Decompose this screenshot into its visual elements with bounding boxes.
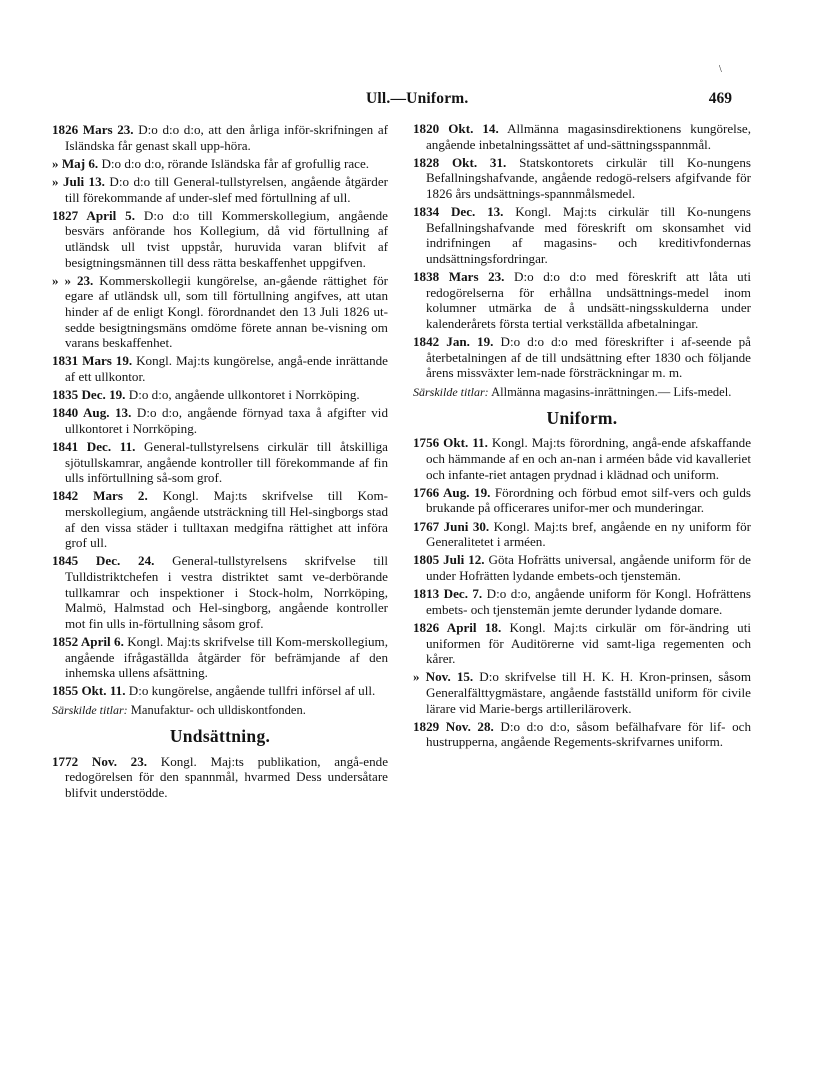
list-item (52, 488, 388, 550)
list-item (52, 208, 388, 270)
list-item (52, 634, 388, 681)
entry-text: D:o d:o d:o, rörande Isländska får af grofullig race. (98, 155, 370, 171)
section-heading-undsattning: Undsättning. (169, 725, 271, 746)
entry-text: Förordning och förbud emot silf-vers och gulds brukande på officerares unifor-mer och munderingar. (426, 484, 751, 516)
entry-text: Kommerskollegii kungörelse, an-gående rättighet för egare af utländsk ull, som till förtullning angifves, att utan hinder af de enligt Kongl. förordnandet den 13 Juli 1826 ut-sedde besigtningsmäns omdöme förete annan be-visning om varans beskaffenhet. (65, 272, 388, 351)
entry-date: 1840 Aug. 13. (52, 405, 132, 421)
list-item (413, 669, 751, 716)
entry-text: D:o d:o d:o, att den årliga inför-skrifningen af Isländska får genast skall upp-höra. (65, 122, 388, 153)
list-item (413, 586, 751, 617)
entry-text: D:o d:o till General-tullstyrelsen, angående åtgärder till förekommande af under-slef med förtullning af ull. (65, 173, 388, 205)
entry-text: Kongl. Maj:ts cirkulär till Ko-nungens Befallningshafvande med föreskrift om skonsamhet vid indrifningen af magasins- och kreditivfondernas undsättningsfordringar. (426, 204, 751, 266)
entry-date: 1772 Nov. 23. (52, 753, 148, 769)
list-item (52, 273, 388, 351)
entry-date: 1838 Mars 23. (413, 269, 505, 285)
separate-titles-note (52, 703, 388, 717)
entry-date: 1766 Aug. 19. (413, 484, 491, 500)
uniform-entries (413, 435, 751, 749)
entry-text: Kongl. Maj:ts kungörelse, angå-ende inrättande af ett ullkontor. (65, 353, 388, 384)
list-item (52, 122, 388, 153)
list-item (413, 269, 751, 331)
entry-text: General-tullstyrelsens cirkulär till åtskilliga sjötullskamrar, angående kontroller till förekommande af fin ulls införtullning så-som grof. (65, 439, 388, 486)
separate-titles-text: Allmänna magasins-inrättningen.— Lifs-medel. (488, 384, 732, 399)
list-item (52, 439, 388, 486)
entry-date: 1826 April 18. (413, 619, 502, 635)
entry-text: General-tullstyrelsens skrifvelse till Tulldistriktchefen i vestra distriktet samt ve-derbörande tullkamrar och inspektioner i Stock-holm, Norrköping, Malmö, Halmstad och Hel-singborg, angående kontroller mot fin ulls in-förtullning såsom grof. (65, 553, 388, 631)
entry-text: Kongl. Maj:ts bref, angående en ny uniform för Generalitetet i arméen. (426, 518, 751, 550)
entry-text: Allmänna magasinsdirektionens kungörelse, angående inbetalningssättet af und-sättningsspannmål. (426, 121, 752, 152)
list-item (413, 719, 751, 750)
page-number: 469 (708, 90, 732, 107)
entry-date: 1827 April 5. (52, 207, 135, 223)
entry-text: D:o skrifvelse till H. K. H. Kron-prinsen, såsom Generalfälttygmästare, angående fastställd uniform för civile lärare vid Marie-bergs artilleriläroverk. (426, 669, 752, 716)
entry-text: Kongl. Maj:ts förordning, angå-ende afskaffande och hämmande af en och an-nan i arméen både vid kavalleriet och infante-riet antagen prydnad i klädnad och uniform. (426, 435, 752, 482)
list-item (413, 552, 751, 583)
entry-date: 1820 Okt. 14. (413, 121, 499, 136)
entry-text: Göta Hofrätts universal, angående uniform för de under Hofrätten lydande embets-och tjenstemän. (426, 552, 751, 583)
left-entries (52, 122, 388, 699)
list-item (413, 435, 751, 482)
entry-date: 1813 Dec. 7. (413, 586, 483, 602)
separate-titles-note (413, 385, 751, 399)
section-heading-uniform: Uniform. (546, 407, 618, 428)
list-item (52, 156, 388, 172)
entry-text: D:o d:o, angående uniform för Kongl. Hofrättens embets- och tjenstemän jemte derunder lydande domare. (426, 586, 751, 617)
entry-text: Kongl. Maj:ts skrifvelse till Kom-merskollegium, angående ifrågaställda åtgärder för befrämjande af den inhemska ullens afsättning. (65, 633, 388, 681)
entry-text: Kongl. Maj:ts cirkulär om för-ändring uti uniformen för Auditörerne vid samt-liga regementen och kårer. (426, 619, 751, 667)
list-item (52, 754, 388, 801)
entry-text: D:o d:o, angående ullkontoret i Norrköping. (125, 387, 360, 403)
separate-titles-label: Särskilde titlar: (52, 702, 128, 717)
entry-text: D:o d:o d:o med föreskrift att låta uti redogörelserna för erhållna undsättnings-medel inom kolumner utmärka de å undsätt-ningsskulderna under kalenderårets första tertial verkställda afbetalningar. (426, 269, 751, 331)
entry-date: 1767 Juni 30. (413, 518, 490, 534)
entry-date: » » 23. (52, 272, 94, 288)
entry-date: 1855 Okt. 11. (52, 683, 126, 699)
entry-date: 1756 Okt. 11. (413, 435, 488, 451)
entry-text: Kongl. Maj:ts skrifvelse till Kom-merskollegium, angående utsträckning till Hel-singborgs stad af den vissa städer i tulltaxan medgifna rättighet att införa grof ull. (65, 488, 388, 551)
entry-date: » Juli 13. (52, 173, 105, 189)
entry-text: D:o d:o d:o, såsom befälhafvare för lif- och hustrupperna, angående Regements-skrifvarnes uniform. (426, 718, 752, 750)
entry-date: 1842 Mars 2. (52, 488, 148, 504)
print-speck: \ (719, 64, 722, 75)
list-item (413, 485, 751, 516)
entry-date: » Maj 6. (52, 155, 99, 171)
entry-text: D:o kungörelse, angående tullfri införsel af ull. (125, 683, 376, 699)
list-item (52, 353, 388, 384)
entry-text: D:o d:o till Kommerskollegium, angående besvärs anförande hos Kollegium, då vid förtullning af utländsk ull tvist uppstår, huruvida varan blifvit af besigtningsmännen till dess rätta beskaffenhet uppgifven. (65, 207, 388, 270)
entry-date: 1826 Mars 23. (52, 122, 134, 137)
entry-date: 1841 Dec. 11. (52, 439, 136, 455)
right-entries (413, 121, 751, 381)
entry-text: Statskontorets cirkulär till Ko-nungens Befallningshafvande, angående redogö-relsers afgifvande för 1826 års undsättnings-spannmålsmedel. (426, 154, 751, 201)
list-item (413, 620, 751, 667)
running-title: Ull.—Uniform. (366, 90, 469, 107)
list-item (52, 553, 388, 631)
entry-text: D:o d:o, angående förnyad taxa å afgifter vid ullkontoret i Norrköping. (65, 405, 388, 436)
page-header (52, 90, 732, 112)
left-column (52, 122, 388, 803)
entry-text: D:o d:o d:o med föreskrifter i af-seende på återbetalningen af de till undsättning efter 1830 och följande årens missväxter lem-nade försträckningar m. m. (426, 334, 751, 381)
entry-date: 1828 Okt. 31. (413, 154, 507, 170)
entry-date: 1829 Nov. 28. (413, 718, 494, 734)
list-item (413, 204, 751, 266)
list-item (413, 121, 751, 152)
entry-date: 1834 Dec. 13. (413, 204, 504, 220)
list-item (52, 683, 388, 699)
separate-titles-text: Manufaktur- och ulldiskontfonden. (127, 702, 306, 717)
entry-date: 1845 Dec. 24. (52, 553, 155, 569)
entry-date: 1805 Juli 12. (413, 552, 485, 568)
separate-titles-label: Särskilde titlar: (413, 384, 489, 399)
list-item (52, 405, 388, 436)
list-item (52, 387, 388, 403)
list-item (52, 174, 388, 205)
right-column (413, 121, 751, 753)
undsattning-entries (52, 754, 388, 801)
entry-text: Kongl. Maj:ts publikation, angå-ende redogörelsen för den spannmål, hvarmed Dess undersåtare blifvit understödde. (65, 753, 389, 800)
list-item (413, 519, 751, 550)
list-item (413, 334, 751, 381)
entry-date: 1852 April 6. (52, 633, 124, 649)
list-item (413, 155, 751, 202)
entry-date: 1842 Jan. 19. (413, 334, 494, 350)
entry-date: 1831 Mars 19. (52, 353, 133, 369)
entry-date: » Nov. 15. (413, 669, 474, 685)
entry-date: 1835 Dec. 19. (52, 387, 126, 403)
